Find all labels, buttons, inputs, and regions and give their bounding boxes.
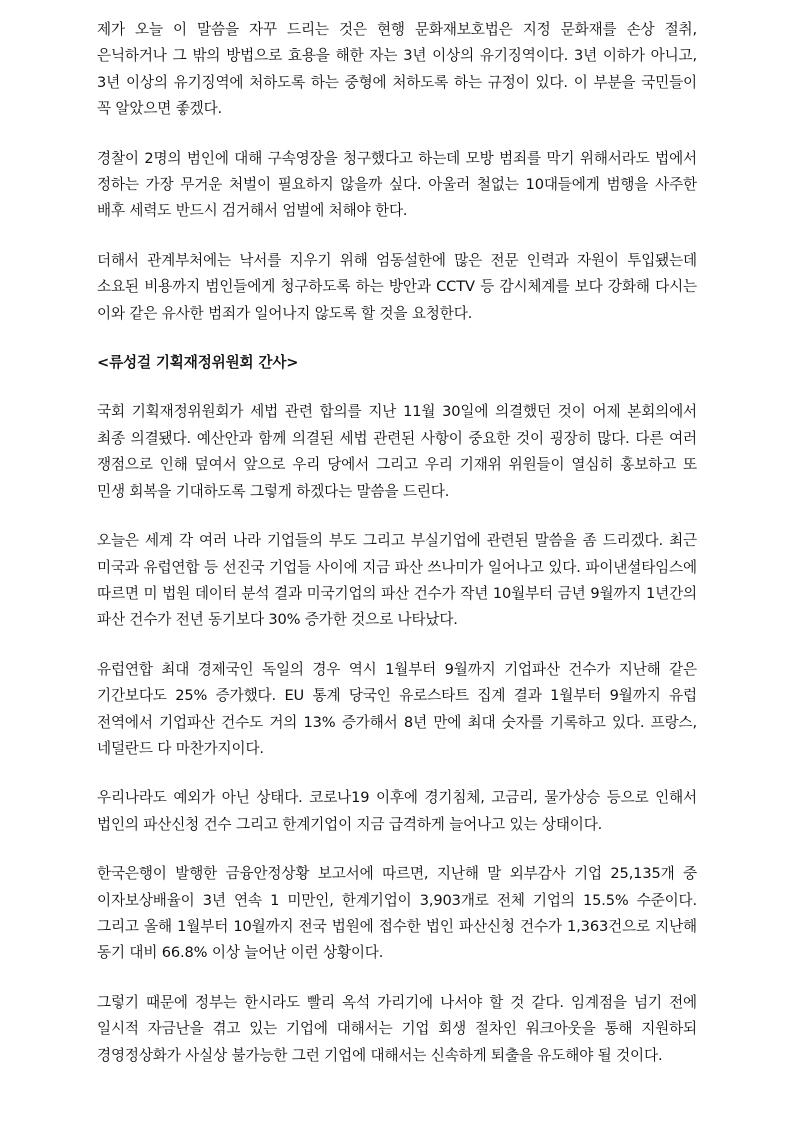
paragraph-cost-claim: 더해서 관계부처에는 낙서를 지우기 위해 엄동설한에 많은 전문 인력과 자원이 투입됐는데 소요된 비용까지 범인들에게 청구하도록 하는 방안과 CCTV 등 감시체계를 보다 강화해 다시는 이와 같은 유사한 범죄가 일어나지 않도록 할 것을 요청한다. [97,251,698,322]
paragraph-eu-bankruptcy: 유럽연합 최대 경제국인 독일의 경우 역시 1월부터 9월까지 기업파산 건수가 지난해 같은 기간보다도 25% 증가했다. EU 통계 당국인 유로스타트 집계 결과 1월부터 9월까지 유럽 전역에서 기업파산 건수도 거의 13% 증가해서 8년 만에 최대 숫자를 기록하고 있다. 프랑스, 네덜란드 다 마찬가지이다. [97,660,697,757]
paragraph-heritage-law: 제가 오늘 이 말씀을 자꾸 드리는 것은 현행 문화재보호법은 지정 문화재를 손상 절취, 은닉하거나 그 밖의 방법으로 효용을 해한 자는 3년 이상의 유기징역이다. 3년 이하가 아니고, 3년 이상의 유기징역에 처하도록 하는 중형에 처하도록 하는 규정이 있다. 이 부분을 국민들이 꼭 알았으면 좋겠다. [97,21,697,118]
paragraph-bok-report: 한국은행이 발행한 금융안정상황 보고서에 따르면, 지난해 말 외부감사 기업 25,135개 중 이자보상배율이 3년 연속 1 미만인, 한계기업이 3,903개로 전체 기업의 15.5% 수준이다. 그리고 올해 1월부터 10월까지 전국 법원에 접수한 법인 파산신청 건수가 1,363건으로 지난해 동기 대비 66.8% 이상 늘어난 이런 상황이다. [97,865,697,962]
section-heading: <류성걸 기획재정위원회 간사> [97,354,299,372]
paragraph-police-warrant: 경찰이 2명의 범인에 대해 구속영장을 청구했다고 하는데 모방 범죄를 막기 위해서라도 법에서 정하는 가장 무거운 처벌이 필요하지 않을까 싶다. 아울러 철없는 10대들에게 범행을 사주한 배후 세력도 반드시 검거해서 엄벌에 처해야 한다. [97,149,697,220]
paragraph-government-action: 그렇기 때문에 정부는 한시라도 빨리 옥석 가리기에 나서야 할 것 같다. 임계점을 넘기 전에 일시적 자금난을 겪고 있는 기업에 대해서는 기업 회생 절차인 워크아웃을 통해 지원하되 경영정상화가 사실상 불가능한 그런 기업에 대해서는 신속하게 퇴출을 유도해야 될 것이다. [97,993,697,1064]
paragraph-tax-law: 국회 기획재정위원회가 세법 관련 합의를 지난 11월 30일에 의결했던 것이 어제 본회의에서 최종 의결됐다. 예산안과 함께 의결된 세법 관련된 사항이 중요한 것이 굉장히 많다. 다른 여러 쟁점으로 인해 덮여서 앞으로 우리 당에서 그리고 우리 기재위 위원들이 열심히 홍보하고 또 민생 회복을 기대하도록 그렇게 하겠다는 말씀을 드린다. [97,403,697,500]
document-body [97,17,697,1092]
paragraph-bankruptcy-tsunami: 오늘은 세계 각 여러 나라 기업들의 부도 그리고 부실기업에 관련된 말씀을 좀 드리겠다. 최근 미국과 유럽연합 등 선진국 기업들 사이에 지금 파산 쓰나미가 일어나고 있다. 파이낸셜타임스에 따르면 미 법원 데이터 분석 결과 미국기업의 파산 건수가 작년 10월부터 금년 9월까지 1년간의 파산 건수가 전년 동기보다 30% 증가한 것으로 나타났다. [97,532,697,629]
paragraph-korea-status: 우리나라도 예외가 아닌 상태다. 코로나19 이후에 경기침체, 고금리, 물가상승 등으로 인해서 법인의 파산신청 건수 그리고 한계기업이 지금 급격하게 늘어나고 있는 상태이다. [97,789,697,833]
